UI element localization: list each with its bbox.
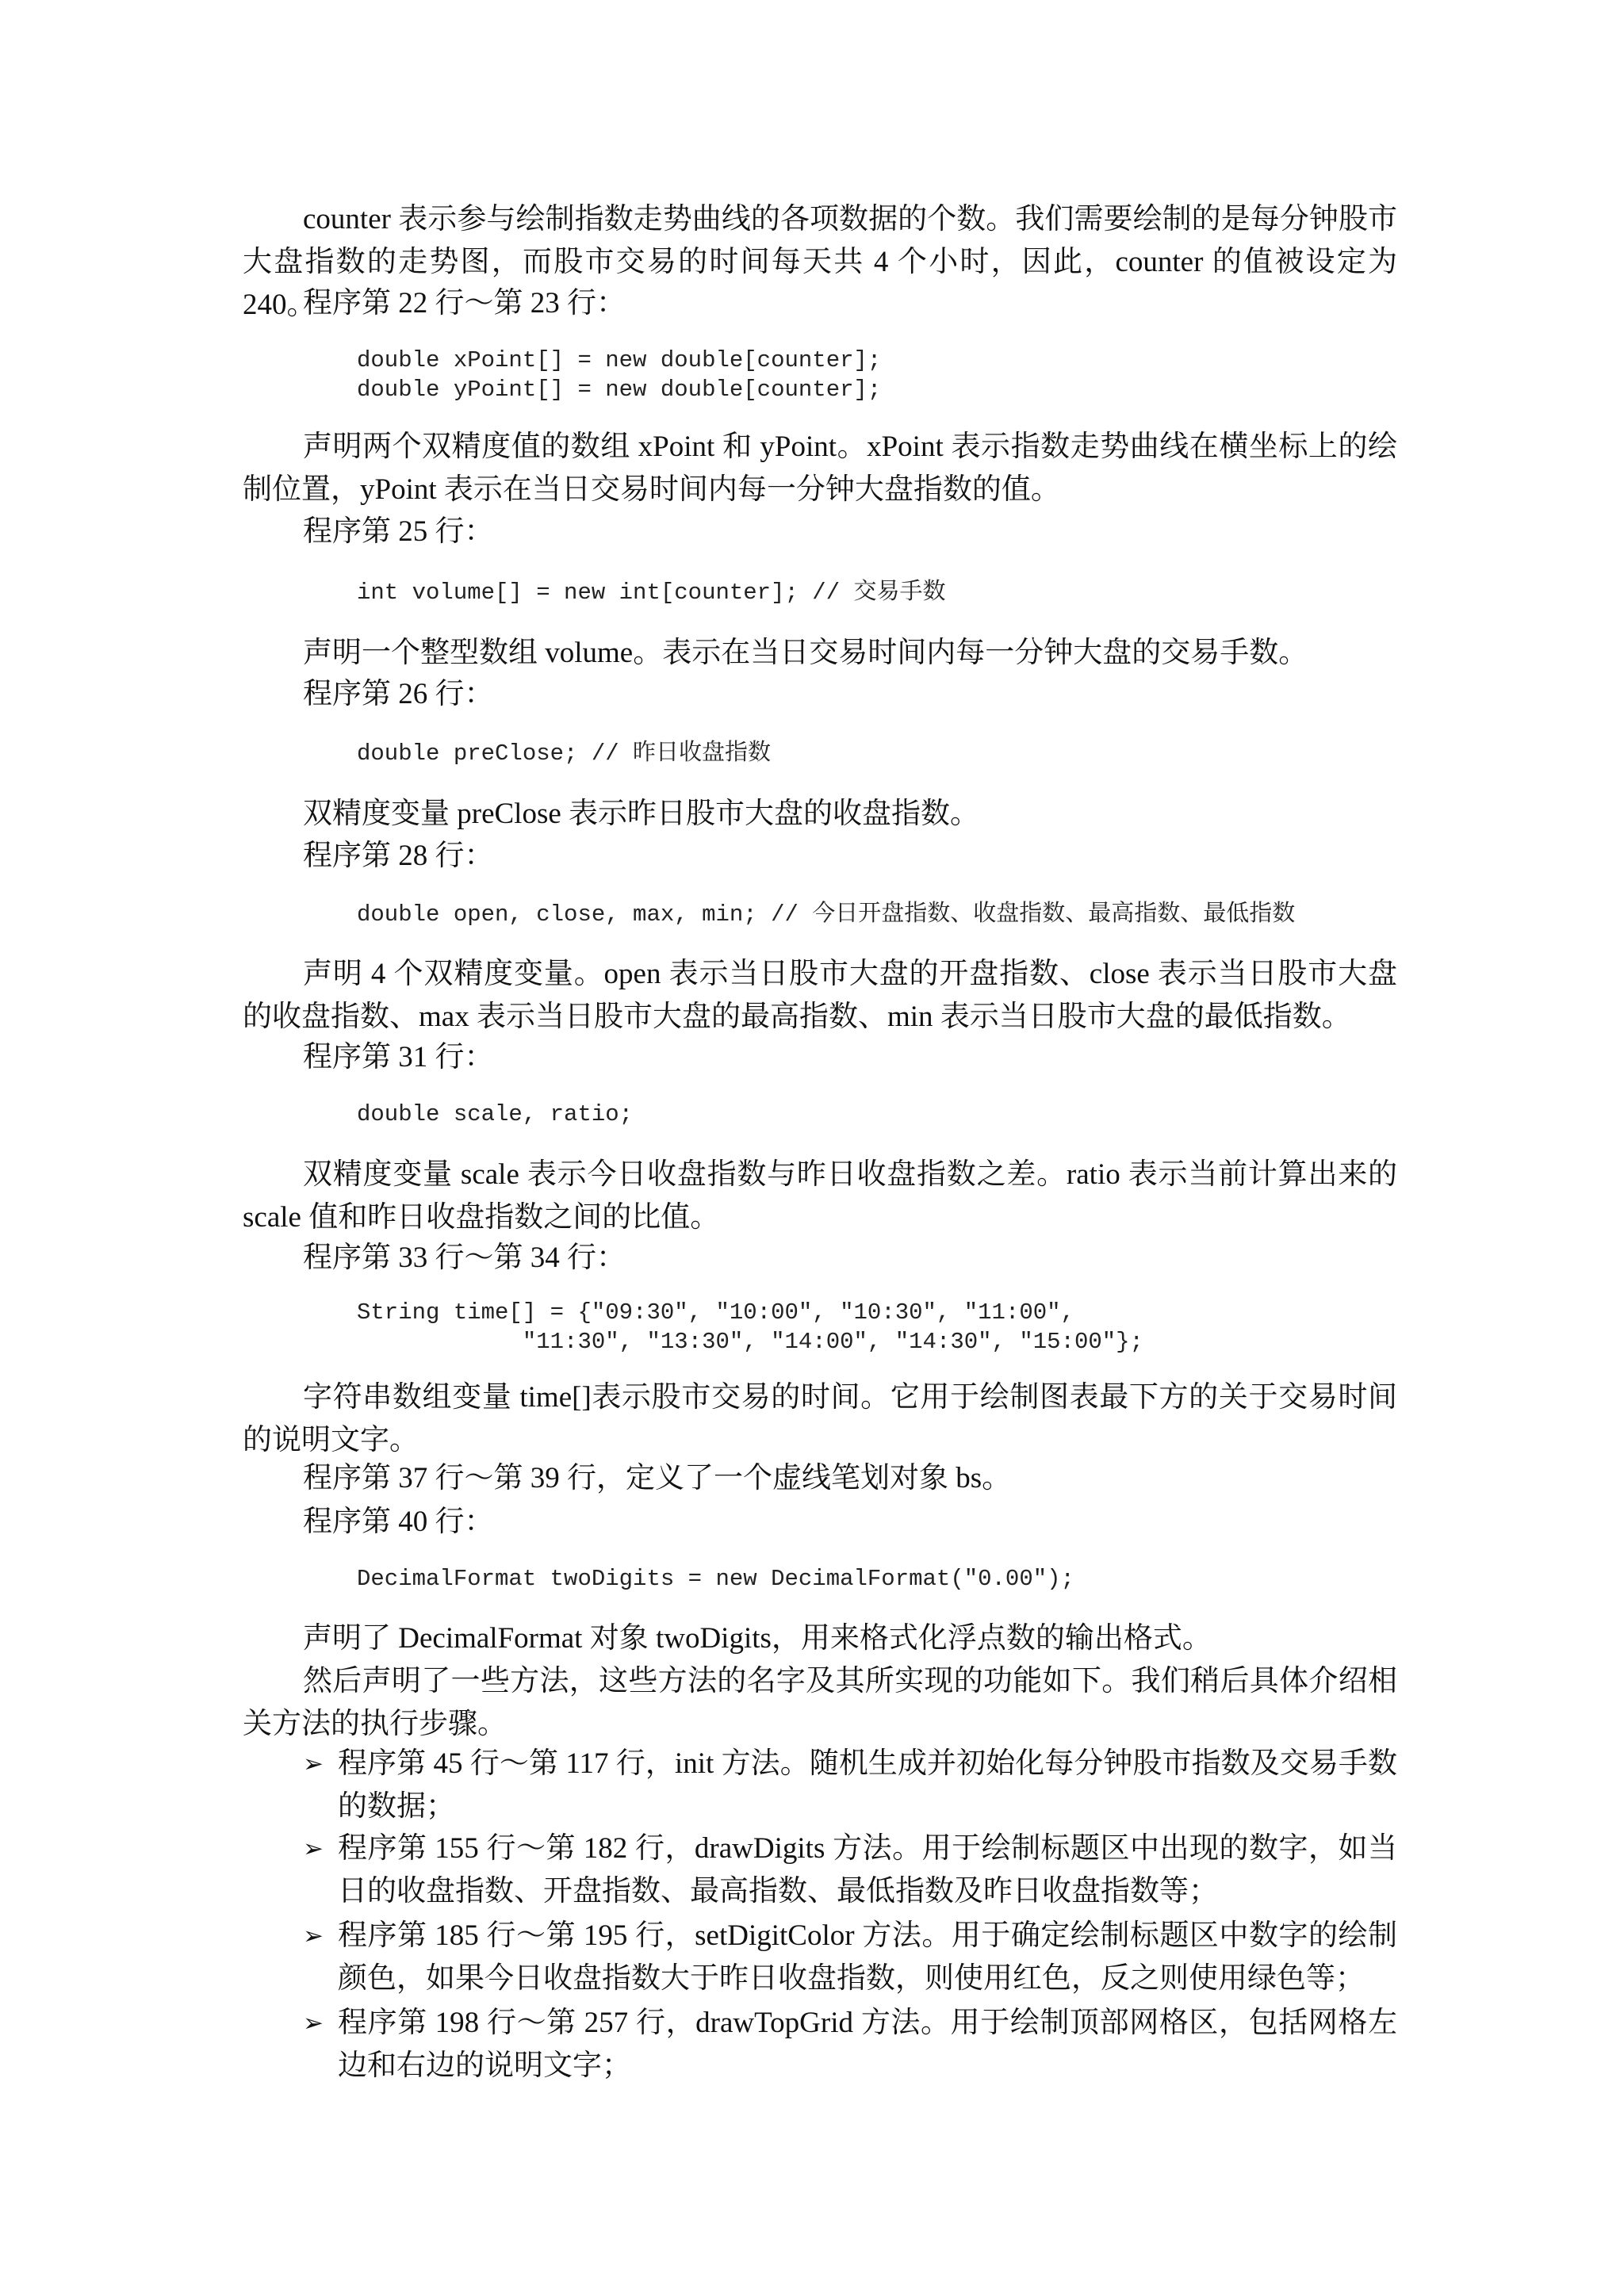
- paragraph-xpoint-ypoint: 声明两个双精度值的数组 xPoint 和 yPoint。xPoint 表示指数走势曲线在横坐标上的绘制位置，yPoint 表示在当日交易时间内每一分钟大盘指数的值。: [243, 430, 1397, 506]
- line-ref-33-34: 程序第 33 行～第 34 行：: [303, 1242, 626, 1274]
- arrowhead-bullet-icon: ➢: [303, 1835, 324, 1863]
- code-block-xpoint-ypoint: double xPoint[] = new double[counter]; double yPoint[] = new double[counter];: [357, 347, 882, 403]
- code-block-preclose: double preClose; // 昨日收盘指数: [357, 740, 772, 767]
- paragraph-open-close: 声明 4 个双精度变量。open 表示当日股市大盘的开盘指数、close 表示当日股市大盘的收盘指数、max 表示当日股市大盘的最高指数、min 表示当日股市大盘的最低指数。: [243, 958, 1397, 1033]
- paragraph-volume: 声明一个整型数组 volume。表示在当日交易时间内每一分钟大盘的交易手数。: [303, 637, 1308, 669]
- list-item-text: 程序第 155 行～第 182 行，drawDigits 方法。用于绘制标题区中出现的数字，如当日的收盘指数、开盘指数、最高指数、最低指数及昨日收盘指数等；: [338, 1832, 1397, 1908]
- arrowhead-bullet-icon: ➢: [303, 2009, 324, 2038]
- paragraph-counter: counter 表示参与绘制指数走势曲线的各项数据的个数。我们需要绘制的是每分钟股市大盘指数的走势图，而股市交易的时间每天共 4 个小时，因此，counter 的值被设定为 240。: [243, 203, 1405, 321]
- paragraph-time-array: 字符串数组变量 time[]表示股市交易的时间。它用于绘制图表最下方的关于交易时间的说明文字。: [243, 1381, 1397, 1456]
- code-block-volume: int volume[] = new int[counter]; // 交易手数: [357, 580, 946, 606]
- line-ref-25: 程序第 25 行：: [303, 515, 494, 548]
- line-ref-40: 程序第 40 行：: [303, 1506, 494, 1538]
- paragraph-decimalformat: 声明了 DecimalFormat 对象 twoDigits，用来格式化浮点数的输出格式。: [303, 1622, 1212, 1655]
- code-block-scale-ratio: double scale, ratio;: [357, 1101, 634, 1127]
- list-item-init: [303, 1743, 1397, 1828]
- paragraph-methods-intro: 然后声明了一些方法，这些方法的名字及其所实现的功能如下。我们稍后具体介绍相关方法的执行步骤。: [243, 1665, 1397, 1740]
- paragraph-scale-ratio: 双精度变量 scale 表示今日收盘指数与昨日收盘指数之差。ratio 表示当前计算出来的 scale 值和昨日收盘指数之间的比值。: [243, 1158, 1405, 1234]
- arrowhead-bullet-icon: ➢: [303, 1922, 324, 1950]
- list-item-drawdigits: [303, 1827, 1397, 1913]
- list-item-drawtopgrid: [303, 2002, 1397, 2087]
- list-item-text: 程序第 185 行～第 195 行，setDigitColor 方法。用于确定绘制标题区中数字的绘制颜色，如果今日收盘指数大于昨日收盘指数，则使用红色，反之则使用绿色等；: [338, 1919, 1397, 1995]
- arrowhead-bullet-icon: ➢: [303, 1750, 324, 1778]
- list-item-setdigitcolor: [303, 1915, 1397, 2000]
- code-block-decimalformat: DecimalFormat twoDigits = new DecimalFormat("0.00");: [357, 1566, 1074, 1592]
- line-ref-26: 程序第 26 行：: [303, 678, 494, 710]
- line-ref-37-39: 程序第 37 行～第 39 行，定义了一个虚线笔划对象 bs。: [303, 1462, 1012, 1494]
- line-ref-22-23: 程序第 22 行～第 23 行：: [303, 287, 626, 320]
- code-block-open-close: double open, close, max, min; // 今日开盘指数、收盘指数、最高指数、最低指数: [357, 901, 1296, 928]
- code-block-time-array: String time[] = {"09:30", "10:00", "10:30", "11:00", "11:30", "13:30", "14:00", "14:30", "15:00"};: [357, 1299, 1143, 1355]
- list-item-text: 程序第 198 行～第 257 行，drawTopGrid 方法。用于绘制顶部网格区，包括网格左边和右边的说明文字；: [338, 2007, 1397, 2082]
- line-ref-28: 程序第 28 行：: [303, 840, 494, 872]
- list-item-text: 程序第 45 行～第 117 行，init 方法。随机生成并初始化每分钟股市指数及交易手数的数据；: [338, 1747, 1397, 1823]
- line-ref-31: 程序第 31 行：: [303, 1041, 494, 1073]
- paragraph-preclose: 双精度变量 preClose 表示昨日股市大盘的收盘指数。: [303, 798, 980, 830]
